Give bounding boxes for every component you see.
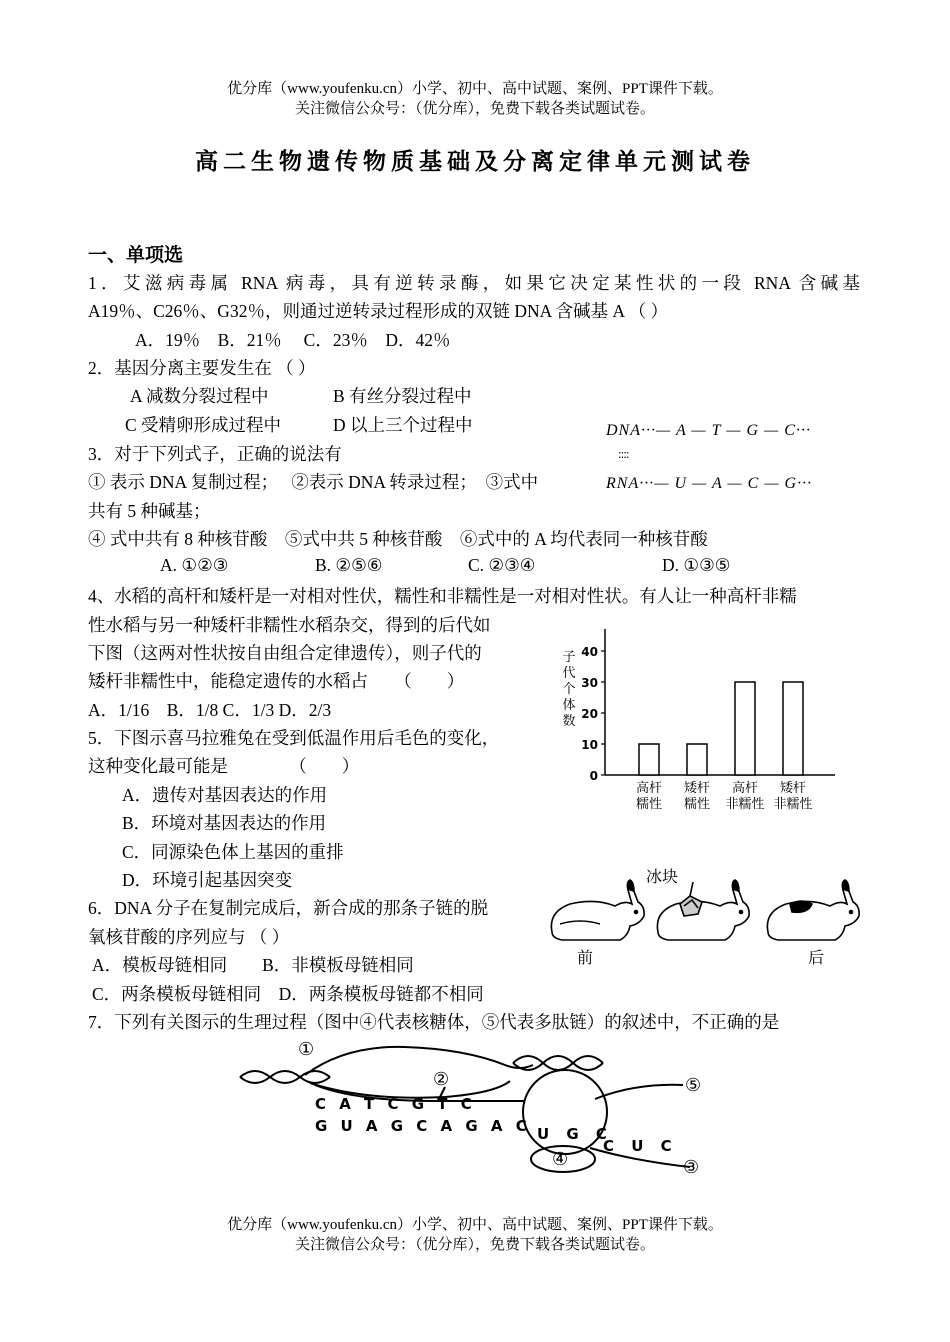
q7-tail-sequence: C U C (603, 1137, 678, 1155)
q3-stem: 3．对于下列式子，正确的说法有 (88, 444, 342, 464)
q4-line-2: 性水稻与另一种矮杆非糯性水稻杂交，得到的后代如 (88, 615, 491, 635)
chart-category-label: 矮杆 (683, 781, 711, 796)
chart-bar (783, 682, 803, 775)
q2-option-b: B 有丝分裂过程中 (333, 386, 472, 406)
rabbit-after-icon (767, 880, 859, 940)
q6-line-2: 氧核苷酸的序列应与 （ ） (88, 927, 290, 947)
rabbit-ice-icon (657, 880, 749, 940)
q1-options: A．19％ B．21％ C．23％ D．42％ (135, 330, 451, 350)
q2-option-a: A 减数分裂过程中 (130, 386, 269, 406)
q5-option-a: A．遗传对基因表达的作用 (122, 785, 328, 805)
chart-bar (687, 744, 707, 775)
q7-translation-diagram (235, 1035, 720, 1180)
q3-line-1: ① 表示 DNA 复制过程； ②表示 DNA 转录过程； ③式中 (88, 472, 539, 492)
q6-options-ab: A．模板母链相同 B．非模板母链相同 (92, 955, 414, 975)
rabbit-before-icon (551, 880, 644, 940)
q5-option-d: D．环境引起基因突变 (122, 870, 293, 890)
chart-category-label: 非糯性 (773, 797, 813, 812)
q3-pairing-dots: :::: (618, 446, 629, 461)
q4-line-4: 矮杆非糯性中，能稳定遗传的水稻占 （ ） (88, 671, 465, 691)
q7-stem: 7．下列有关图示的生理过程（图中④代表核糖体，⑤代表多肽链）的叙述中，不正确的是 (88, 1012, 780, 1032)
chart-y-tick-label: 20 (581, 707, 598, 721)
q2-option-d: D 以上三个过程中 (333, 415, 473, 435)
chart-category-label: 高杆 (731, 781, 759, 796)
chart-y-tick-label: 10 (581, 738, 598, 752)
q5-before-label: 前 (577, 948, 594, 967)
q7-codon-sequence: U G C (537, 1125, 613, 1143)
q3-option-a: A. ①②③ (160, 555, 229, 575)
footer-line-1: 优分库（www.youfenku.cn）小学、初中、高中试题、案例、PPT课件下载。 (227, 1217, 723, 1233)
q3-option-b: B. ②⑤⑥ (315, 555, 383, 575)
chart-y-label-char: 代 (562, 666, 576, 681)
q7-mrna-sequence: G U A G C A G A C (315, 1117, 531, 1135)
chart-y-label-char: 个 (562, 682, 576, 697)
chart-y-label-char: 子 (562, 650, 576, 665)
q7-label-3: ③ (683, 1157, 700, 1178)
chart-y-tick-label: 30 (581, 676, 598, 690)
header-line-1: 优分库（www.youfenku.cn）小学、初中、高中试题、案例、PPT课件下载。 (227, 81, 723, 97)
q1-line-2: A19％、C26％、G32％，则通过逆转录过程形成的双链 DNA 含碱基 A （ ） (88, 301, 668, 321)
q4-line-3: 下图（这两对性状按自由组合定律遗传），则子代的 (88, 643, 482, 663)
page-title: 高二生物遗传物质基础及分离定律单元测试卷 (195, 149, 755, 174)
q2-stem: 2．基因分离主要发生在 （ ） (88, 358, 316, 378)
q3-line-3: ④ 式中共有 8 种核苷酸 ⑤式中共 5 种核苷酸 ⑥式中的 A 均代表同一种核苷酸 (88, 529, 708, 549)
q5-option-b: B．环境对基因表达的作用 (122, 813, 327, 833)
q3-line-2: 共有 5 种碱基； (88, 501, 211, 521)
chart-bar (735, 682, 755, 775)
q5-line-1: 5．下图示喜马拉雅兔在受到低温作用后毛色的变化， (88, 728, 500, 748)
q6-line-1: 6．DNA 分子在复制完成后，新合成的那条子链的脱 (88, 898, 489, 918)
chart-y-tick-label: 40 (581, 645, 598, 659)
q1-line-1: 1．艾滋病毒属 RNA 病毒，具有逆转录酶，如果它决定某性状的一段 RNA 含碱基 (88, 273, 860, 293)
q3-option-c: C. ②③④ (468, 555, 536, 575)
q4-line-1: 4、水稻的高杆和矮杆是一对相对性伏，糯性和非糯性是一对相对性状。有人让一种高杆非糯 (88, 586, 797, 606)
chart-category-label: 糯性 (683, 797, 711, 812)
q3-option-d: D. ①③⑤ (662, 555, 731, 575)
q3-rna-strand: RNA···— U — A — C — G··· (606, 475, 813, 492)
q4-options: A．1/16 B．1/8 C．1/3 D．2/3 (88, 700, 332, 720)
header-line-2: 关注微信公众号：（优分库），免费下载各类试题试卷。 (294, 101, 655, 117)
chart-y-tick-label: 0 (589, 769, 598, 783)
q6-options-cd: C．两条模板母链相同 D．两条模板母链都不相同 (92, 984, 484, 1004)
chart-category-label: 高杆 (635, 781, 663, 796)
q3-dna-strand: DNA···— A — T — G — C··· (606, 422, 811, 439)
q7-label-5: ⑤ (685, 1075, 702, 1096)
q5-line-2: 这种变化最可能是 （ ） (88, 756, 360, 776)
q2-option-c: C 受精卵形成过程中 (125, 415, 282, 435)
chart-y-label-char: 数 (562, 714, 576, 729)
chart-category-label: 糯性 (635, 797, 663, 812)
q7-label-2: ② (433, 1069, 450, 1090)
q5-after-label: 后 (808, 948, 825, 967)
q7-label-4: ④ (552, 1149, 569, 1170)
q7-dna-template-sequence: C A T C G T C (315, 1095, 476, 1113)
chart-category-label: 非糯性 (725, 797, 765, 812)
q4-bar-chart (555, 625, 845, 820)
chart-bar (639, 744, 659, 775)
q5-option-c: C．同源染色体上基因的重排 (122, 842, 344, 862)
chart-y-label-char: 体 (562, 698, 576, 713)
footer-line-2: 关注微信公众号：（优分库），免费下载各类试题试卷。 (294, 1237, 655, 1253)
chart-category-label: 矮杆 (779, 781, 807, 796)
q7-label-1: ① (298, 1039, 315, 1060)
section-heading: 一、单项选 (88, 245, 184, 266)
q5-ice-label: 冰块 (646, 867, 679, 886)
